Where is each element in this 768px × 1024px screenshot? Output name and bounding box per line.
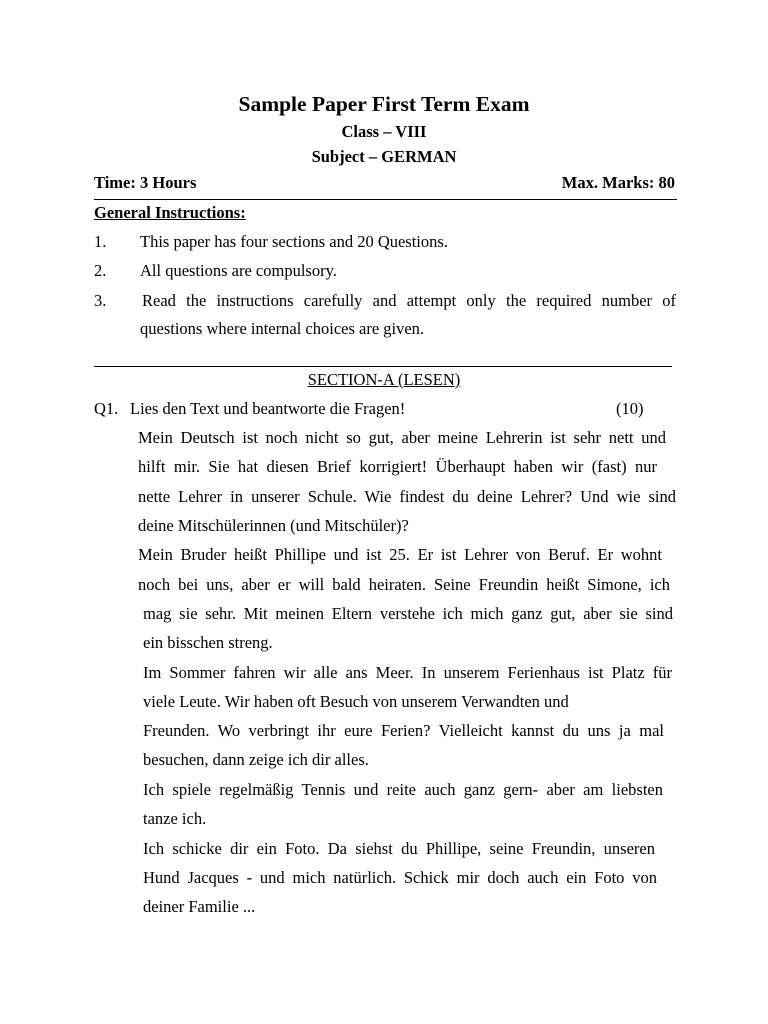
- passage-line: ein bisschen streng.: [143, 633, 273, 652]
- passage-line: Ich schicke dir ein Foto. Da siehst du Phillipe, seine Freundin, unseren: [143, 839, 655, 858]
- passage-line: deine Mitschülerinnen (und Mitschüler)?: [138, 516, 409, 535]
- instruction-text: All questions are compulsory.: [140, 261, 337, 280]
- time-label: Time: 3 Hours: [94, 173, 197, 192]
- instruction-number: 1.: [94, 232, 107, 251]
- passage-line: tanze ich.: [143, 809, 207, 828]
- max-marks-label: Max. Marks: 80: [561, 173, 675, 192]
- question-label: Q1.: [94, 399, 119, 418]
- passage-line: Im Sommer fahren wir alle ans Meer. In unserem Ferienhaus ist Platz für: [143, 663, 672, 682]
- instruction-text-continued: questions where internal choices are given.: [140, 319, 425, 338]
- passage-line: Freunden. Wo verbringt ihr eure Ferien? Vielleicht kannst du uns ja mal: [143, 721, 664, 740]
- section-divider: [94, 366, 672, 367]
- passage-line: noch bei uns, aber er will bald heiraten. Seine Freundin heißt Simone, ich: [138, 575, 670, 594]
- class-line: Class – VIII: [341, 122, 427, 141]
- passage-line: Mein Deutsch ist noch nicht so gut, aber meine Lehrerin ist sehr nett und: [138, 428, 666, 447]
- passage-line: Ich spiele regelmäßig Tennis und reite auch ganz gern- aber am liebsten: [143, 780, 663, 799]
- section-a-heading-text: SECTION-A (LESEN): [307, 370, 461, 389]
- instruction-text: Read the instructions carefully and attempt only the required number of: [142, 291, 676, 310]
- instruction-text: This paper has four sections and 20 Questions.: [140, 232, 448, 251]
- question-prompt: Lies den Text und beantworte die Fragen!: [130, 399, 406, 418]
- passage-line: besuchen, dann zeige ich dir alles.: [143, 750, 369, 769]
- passage-line: viele Leute. Wir haben oft Besuch von unserem Verwandten und: [143, 692, 569, 711]
- passage-line: Mein Bruder heißt Phillipe und ist 25. Er ist Lehrer von Beruf. Er wohnt: [138, 545, 662, 564]
- section-a-heading: [0, 370, 768, 390]
- instruction-number: 2.: [94, 261, 107, 280]
- passage-line: nette Lehrer in unserer Schule. Wie findest du deine Lehrer? Und wie sind: [138, 487, 676, 506]
- subject-line: Subject – GERMAN: [311, 147, 457, 166]
- instruction-number: 3.: [94, 291, 107, 310]
- passage-line: Hund Jacques - und mich natürlich. Schick mir doch auch ein Foto von: [143, 868, 657, 887]
- passage-line: hilft mir. Sie hat diesen Brief korrigiert! Überhaupt haben wir (fast) nur: [138, 457, 657, 476]
- question-marks: (10): [616, 399, 644, 418]
- passage-line: deiner Familie ...: [143, 897, 256, 916]
- instructions-heading: General Instructions:: [94, 203, 246, 222]
- header-divider: [94, 199, 677, 200]
- passage-line: mag sie sehr. Mit meinen Eltern verstehe ich mich ganz gut, aber sie sind: [143, 604, 673, 623]
- page-title: Sample Paper First Term Exam: [238, 92, 530, 116]
